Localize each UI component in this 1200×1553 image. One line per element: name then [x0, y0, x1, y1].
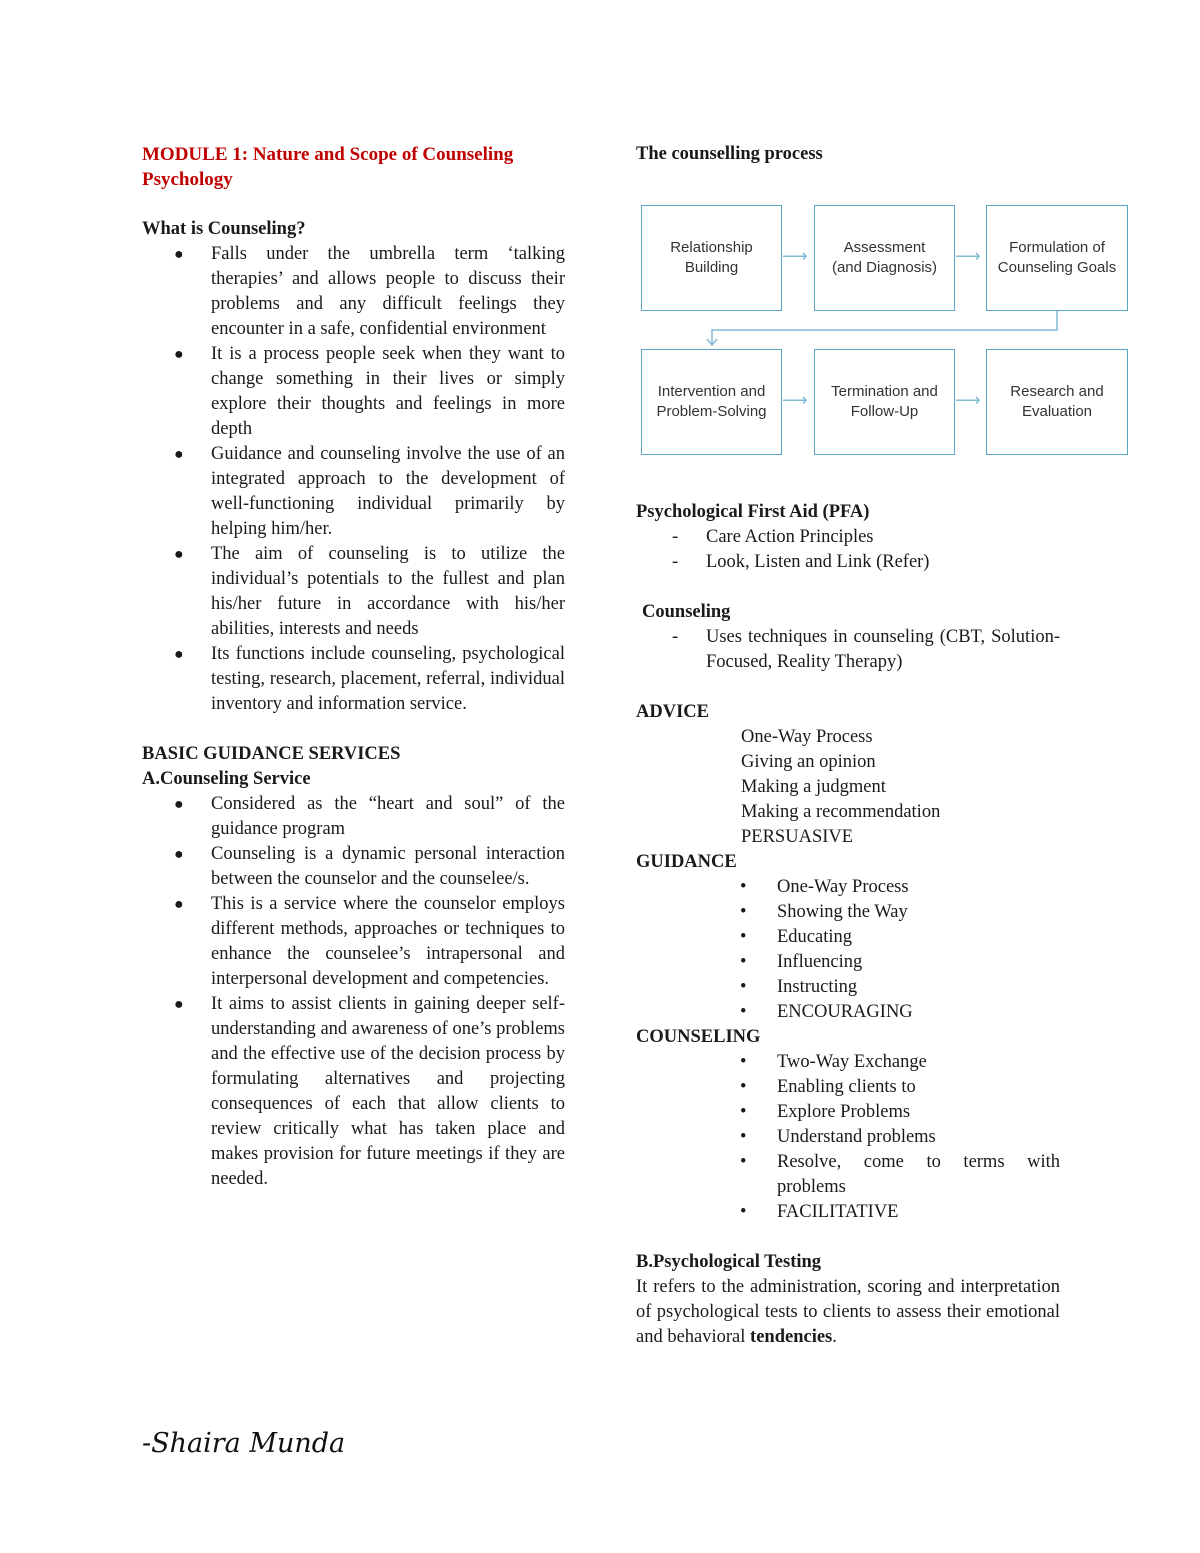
right-column	[636, 142, 1117, 1350]
guidance-list	[636, 875, 1060, 1025]
bullet-icon: ●	[174, 646, 184, 663]
list-item: - Uses techniques in counseling (CBT, Solution-Focused, Reality Therapy)	[672, 627, 1060, 672]
list-item: • Educating	[740, 927, 853, 947]
list-item: ● It aims to assist clients in gaining deeper self-understanding and awareness of one’s problems and the effective use of the decision process by formulating alternatives and projecting consequences of each that allow clients to review critically what has taken place and makes provision for future meetings if they are needed.	[174, 994, 565, 1189]
module-title: MODULE 1: Nature and Scope of Counseling Psychology	[142, 144, 514, 190]
arrow-right-icon: ⟶	[782, 246, 808, 267]
list-item: ● Considered as the “heart and soul” of the guidance program	[174, 794, 565, 839]
process-step-formulation: Formulation of Counseling Goals	[986, 205, 1128, 311]
list-item: One-Way Process	[741, 727, 873, 747]
list-item: - Look, Listen and Link (Refer)	[672, 552, 930, 572]
list-item: ● Counseling is a dynamic personal interaction between the counselor and the counselee/s.	[174, 844, 565, 889]
list-item: • Resolve, come to terms with problems	[740, 1152, 1060, 1197]
list-item: ● Its functions include counseling, psychological testing, research, placement, referral, individual inventory and information service.	[174, 644, 565, 714]
list-item: ● Falls under the umbrella term ‘talking therapies’ and allows people to discuss their problems and any difficult feelings they encounter in a safe, confidential environment	[174, 244, 565, 339]
advice-list	[636, 725, 1060, 850]
list-item: ● It is a process people seek when they want to change something in their lives or simply explore their thoughts and feelings in more depth	[174, 344, 565, 439]
process-step-assessment: Assessment (and Diagnosis)	[814, 205, 955, 311]
process-step-relationship-building: Relationship Building	[641, 205, 782, 311]
counseling-heading: Counseling	[642, 602, 731, 622]
arrow-right-icon: ⟶	[955, 390, 981, 411]
list-item: PERSUASIVE	[741, 827, 854, 847]
bullet-icon: ●	[174, 896, 184, 913]
bullet-icon: ●	[174, 796, 184, 813]
counseling-list	[636, 625, 1060, 675]
list-item: • Explore Problems	[740, 1102, 911, 1122]
pfa-heading: Psychological First Aid (PFA)	[636, 502, 870, 522]
list-item: Making a judgment	[741, 777, 886, 797]
list-item: • ENCOURAGING	[740, 1002, 913, 1022]
counselling-process-heading: The counselling process	[636, 144, 823, 164]
counseling-service-list	[142, 792, 565, 1192]
process-step-research: Research and Evaluation	[986, 349, 1128, 455]
what-is-counseling-heading: What is Counseling?	[142, 219, 306, 239]
list-item: • FACILITATIVE	[740, 1202, 899, 1222]
bullet-icon: ●	[174, 546, 184, 563]
list-item: • Instructing	[740, 977, 858, 997]
author-signature: -Shaira Munda	[142, 1428, 346, 1459]
list-item: - Care Action Principles	[672, 527, 874, 547]
advice-heading: ADVICE	[636, 702, 709, 722]
list-item: • One-Way Process	[740, 877, 909, 897]
counselling-process-diagram	[636, 176, 1128, 432]
list-item: ● This is a service where the counselor employs different methods, approaches or techniques to enhance the counselee’s intrapersonal and interpersonal development and competencies.	[174, 894, 565, 989]
guidance-heading: GUIDANCE	[636, 852, 737, 872]
what-is-counseling-list	[142, 242, 565, 717]
bullet-icon: ●	[174, 346, 184, 363]
psychological-testing-heading: B.Psychological Testing	[636, 1252, 822, 1272]
list-item: • Showing the Way	[740, 902, 908, 922]
list-item: Giving an opinion	[741, 752, 876, 772]
list-item: Making a recommendation	[741, 802, 941, 822]
bullet-icon: ●	[174, 246, 184, 263]
counseling-comparison-list	[636, 1050, 1060, 1225]
process-step-intervention: Intervention and Problem-Solving	[641, 349, 782, 455]
list-item: • Understand problems	[740, 1127, 936, 1147]
psychological-testing-paragraph: It refers to the administration, scoring and interpretation of psychological tests to clients to assess their emotional and behavioral tendencies.	[636, 1277, 1060, 1347]
counseling-comparison-heading: COUNSELING	[636, 1027, 761, 1047]
bullet-icon: ●	[174, 846, 184, 863]
process-step-termination: Termination and Follow-Up	[814, 349, 955, 455]
basic-guidance-services-heading: BASIC GUIDANCE SERVICES	[142, 744, 401, 764]
list-item: • Influencing	[740, 952, 863, 972]
list-item: • Two-Way Exchange	[740, 1052, 927, 1072]
list-item: ● Guidance and counseling involve the use of an integrated approach to the development of well-functioning individual primarily by helping him/her.	[174, 444, 565, 539]
left-column	[142, 142, 565, 1192]
bullet-icon: ●	[174, 996, 184, 1013]
list-item: ● The aim of counseling is to utilize the individual’s potentials to the fullest and plan his/her future in accordance with his/her abilities, interests and needs	[174, 544, 565, 639]
arrow-right-icon: ⟶	[955, 246, 981, 267]
pfa-list	[636, 525, 1060, 575]
arrow-right-icon: ⟶	[782, 390, 808, 411]
counseling-service-heading: A.Counseling Service	[142, 769, 311, 789]
list-item: • Enabling clients to	[740, 1077, 916, 1097]
bullet-icon: ●	[174, 446, 184, 463]
